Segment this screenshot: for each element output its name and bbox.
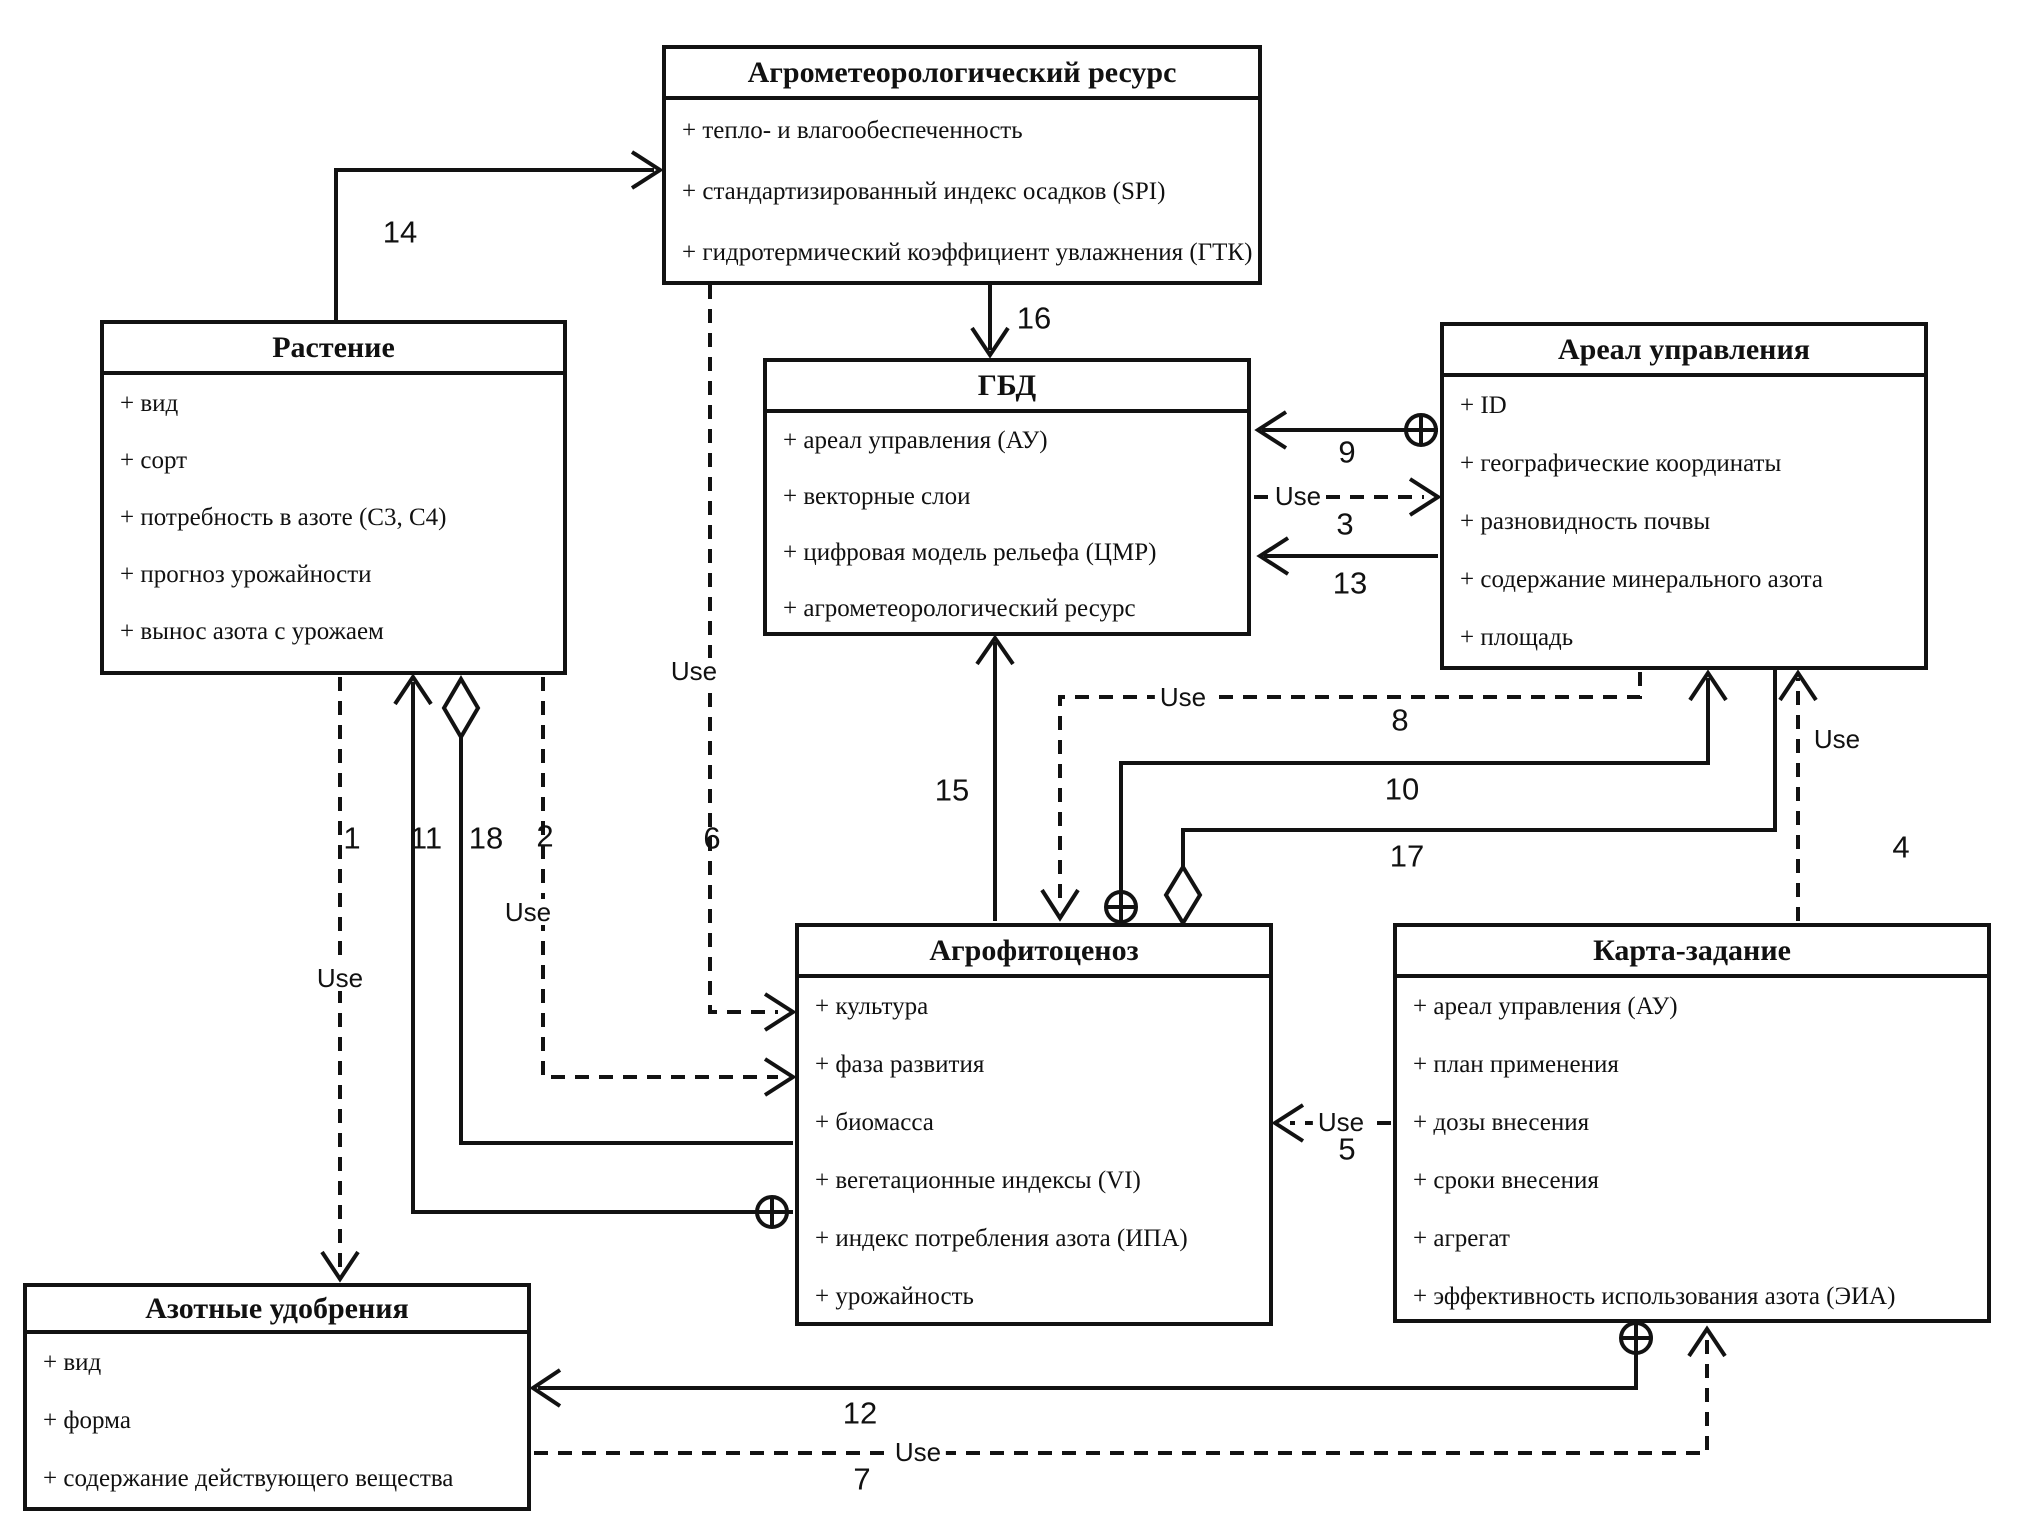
attribute-row: + вид bbox=[43, 1349, 102, 1376]
connector-number-5: 5 bbox=[1338, 1131, 1356, 1167]
entity-rastenie bbox=[100, 320, 567, 675]
attribute-row: + эффективность использования азота (ЭИА) bbox=[1413, 1283, 1896, 1310]
attribute-row: + агрегат bbox=[1413, 1225, 1510, 1252]
entity-title: Ареал управления bbox=[1444, 326, 1924, 377]
entity-attributes bbox=[666, 100, 1258, 283]
use-label-2: Use bbox=[500, 899, 556, 925]
connector-number-10: 10 bbox=[1384, 771, 1420, 807]
attribute-row: + содержание действующего вещества bbox=[43, 1465, 454, 1492]
use-label-1: Use bbox=[312, 965, 368, 991]
connector-number-16: 16 bbox=[1016, 300, 1052, 336]
entity-title: Растение bbox=[104, 324, 563, 375]
connector-number-14: 14 bbox=[382, 214, 418, 250]
attribute-row: + фаза развития bbox=[815, 1051, 985, 1078]
attribute-row: + вынос азота с урожаем bbox=[120, 617, 384, 645]
connector-number-12: 12 bbox=[842, 1395, 878, 1431]
attribute-row: + индекс потребления азота (ИПА) bbox=[815, 1225, 1188, 1252]
attribute-row: + стандартизированный индекс осадков (SPI) bbox=[682, 177, 1166, 205]
entity-gbd bbox=[763, 358, 1251, 636]
attribute-row: + тепло- и влагообеспеченность bbox=[682, 116, 1023, 144]
entity-karta bbox=[1393, 923, 1991, 1323]
attribute-row: + дозы внесения bbox=[1413, 1109, 1590, 1136]
attribute-row: + векторные слои bbox=[783, 483, 971, 510]
entity-agro-resource bbox=[662, 45, 1262, 285]
entity-attributes bbox=[1444, 377, 1924, 667]
attribute-row: + урожайность bbox=[815, 1283, 974, 1310]
connector-c18 bbox=[444, 679, 793, 1143]
arrowhead-icon bbox=[1275, 1105, 1303, 1141]
use-label-3: Use bbox=[1270, 483, 1326, 509]
entity-attributes bbox=[1397, 978, 1987, 1326]
entity-attributes bbox=[27, 1334, 527, 1508]
entity-title: Агрометеорологический ресурс bbox=[666, 49, 1258, 100]
connector-c8 bbox=[1042, 672, 1640, 918]
connector-number-6: 6 bbox=[703, 820, 721, 856]
attribute-row: + вид bbox=[120, 389, 179, 417]
attribute-row: + культура bbox=[815, 993, 929, 1020]
aggregation-diamond-icon bbox=[1166, 867, 1200, 923]
entity-attributes bbox=[799, 978, 1269, 1326]
connector-c4 bbox=[1780, 673, 1816, 921]
use-label-4: Use bbox=[1809, 726, 1865, 752]
attribute-row: + ID bbox=[1460, 392, 1507, 419]
entity-agrofito bbox=[795, 923, 1273, 1326]
entity-title: Карта-задание bbox=[1397, 927, 1987, 978]
connector-c17 bbox=[1166, 670, 1775, 923]
connector-c2 bbox=[543, 677, 793, 1095]
attribute-row: + цифровая модель рельефа (ЦМР) bbox=[783, 539, 1157, 566]
attribute-row: + агрометеорологический ресурс bbox=[783, 595, 1136, 622]
aggregation-diamond-icon bbox=[444, 679, 478, 737]
attribute-row: + географические координаты bbox=[1460, 450, 1782, 477]
connector-number-8: 8 bbox=[1391, 702, 1409, 738]
connector-number-13: 13 bbox=[1332, 565, 1368, 601]
attribute-row: + план применения bbox=[1413, 1051, 1619, 1078]
attribute-row: + площадь bbox=[1460, 624, 1574, 651]
entity-title: ГБД bbox=[767, 362, 1247, 413]
connector-number-18: 18 bbox=[468, 820, 504, 856]
arrowhead-icon bbox=[765, 994, 793, 1030]
use-label-7: Use bbox=[890, 1439, 946, 1465]
attribute-row: + ареал управления (АУ) bbox=[1413, 993, 1678, 1020]
attribute-row: + потребность в азоте (С3, С4) bbox=[120, 503, 447, 531]
attribute-row: + ареал управления (АУ) bbox=[783, 427, 1048, 454]
entity-title: Азотные удобрения bbox=[27, 1287, 527, 1334]
attribute-row: + форма bbox=[43, 1407, 131, 1434]
connector-number-4: 4 bbox=[1892, 829, 1910, 865]
connector-c15 bbox=[977, 638, 1013, 921]
use-label-5: Use bbox=[1313, 1109, 1369, 1135]
connector-c16 bbox=[972, 285, 1008, 355]
connector-number-11: 11 bbox=[409, 820, 443, 856]
attribute-row: + разновидность почвы bbox=[1460, 508, 1711, 535]
connector-number-17: 17 bbox=[1389, 838, 1425, 874]
attribute-row: + биомасса bbox=[815, 1109, 934, 1136]
connector-number-9: 9 bbox=[1338, 434, 1356, 470]
connector-number-1: 1 bbox=[343, 820, 361, 856]
entity-attributes bbox=[767, 413, 1247, 637]
attribute-row: + сроки внесения bbox=[1413, 1167, 1599, 1194]
use-label-6: Use bbox=[666, 658, 722, 684]
entity-azot bbox=[23, 1283, 531, 1511]
attribute-row: + прогноз урожайности bbox=[120, 560, 372, 588]
connector-number-15: 15 bbox=[934, 772, 970, 808]
connector-number-2: 2 bbox=[536, 818, 554, 854]
use-label-8: Use bbox=[1155, 684, 1211, 710]
connector-number-3: 3 bbox=[1336, 506, 1354, 542]
entity-attributes bbox=[104, 375, 563, 660]
connector-c12 bbox=[533, 1323, 1651, 1406]
attribute-row: + вегетационные индексы (VI) bbox=[815, 1167, 1141, 1194]
entity-areal bbox=[1440, 322, 1928, 670]
attribute-row: + содержание минерального азота bbox=[1460, 566, 1823, 593]
connector-number-7: 7 bbox=[853, 1461, 871, 1497]
attribute-row: + гидротермический коэффициент увлажнения (ГТК) bbox=[682, 238, 1253, 266]
connector-c7 bbox=[534, 1329, 1725, 1453]
attribute-row: + сорт bbox=[120, 446, 188, 474]
entity-title: Агрофитоценоз bbox=[799, 927, 1269, 978]
